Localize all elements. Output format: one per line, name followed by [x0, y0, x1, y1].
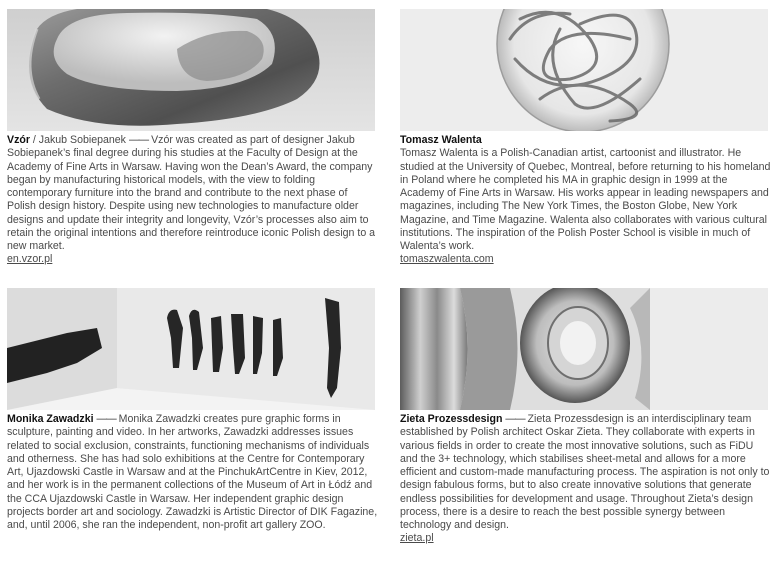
vzor-link[interactable]: en.vzor.pl	[7, 253, 53, 266]
zawadzki-name: Monika Zawadzki	[7, 413, 94, 425]
card-vzor	[7, 9, 382, 267]
vzor-separator: ——	[128, 134, 149, 146]
walenta-name: Tomasz Walenta	[400, 134, 482, 146]
card-zieta	[400, 288, 775, 546]
vzor-body: Vzór was created as part of designer Jakub Sobiepanek’s final degree during his studies at the Faculty of Design at the Academy of Fine Arts in Warsaw. Having won the Dean’s Award, the company began by manufacturing historical models, with the view to folding contemporary furniture into the brand and contribute to the next phase of Polish design history. Despite using new technologies to manufacture older designs and update their integrity and longevity, Vzór’s processes also aim to retain the original intentions and therefore reintroduce iconic Polish design to a new market.	[7, 134, 376, 252]
walenta-link[interactable]: tomaszwalenta.com	[400, 253, 494, 266]
zieta-steel-image	[400, 288, 768, 410]
vzor-chair-image	[7, 9, 375, 131]
zieta-link[interactable]: zieta.pl	[400, 532, 434, 545]
vzor-description	[7, 134, 379, 267]
zieta-description	[400, 413, 772, 546]
zieta-body: Zieta Prozessdesign is an interdisciplinary team established by Polish architect Oskar Zieta. They collaborate with experts in various fields in order to create the most innovative solutions, such as FiDU and the 3+ technology, which stabilises sheet-metal and allows for a more efficient and custom-made manufacturing process. The aspiration is not only to design fabulous forms, but to also create innovative solutions that generate endless possibilities for development and usage. Throughout Zieta’s design process, there is a desire to reach the best possible synergy between technology and design.	[400, 413, 770, 531]
zawadzki-body: Monika Zawadzki creates pure graphic forms in sculpture, painting and video. In her artworks, Zawadzki addresses issues related to social exclusion, constraints, functioning mechanisms of individuals and otherness. She has had solo exhibitions at the Centre for Contemporary Art, Ujazdowski Castle in Warsaw and at the PinchukArtCentre in Kiev, 2012, and her work is in the permanent collections of the Museum of Art in Łódź and the CCA Ujazdowski Castle in Warsaw. Her independent graphic design projects border art and sociology. Zawadzki is Artistic Director of DIK Fagazine, and, until 2006, she ran the independent, non-profit art gallery ZOO.	[7, 413, 378, 531]
zieta-name: Zieta Prozessdesign	[400, 413, 503, 425]
walenta-body: Tomasz Walenta is a Polish-Canadian artist, cartoonist and illustrator. He studied at the University of Quebec, Montreal, before returning to his homeland in Poland where he completed his MA in graphic design in 1999 at the Academy of Fine Arts in Warsaw. His works appear in leading newspapers and magazines, including The New York Times, the Boston Globe, New York Magazine, and Time Magazine. Walenta also collaborates with various cultural institutions. The inspiration of the Polish Poster School is visible in much of Walenta’s work.	[400, 147, 771, 252]
walenta-description	[400, 134, 772, 267]
zawadzki-gallery-image	[7, 288, 375, 410]
card-walenta	[400, 9, 775, 267]
card-zawadzki	[7, 288, 382, 532]
walenta-bowl-image	[400, 9, 768, 131]
zieta-separator: ——	[505, 413, 525, 425]
vzor-subtitle: / Jakub Sobiepanek	[32, 134, 126, 146]
vzor-name: Vzór	[7, 134, 30, 146]
zawadzki-description	[7, 413, 379, 532]
zawadzki-separator: ——	[96, 413, 116, 425]
